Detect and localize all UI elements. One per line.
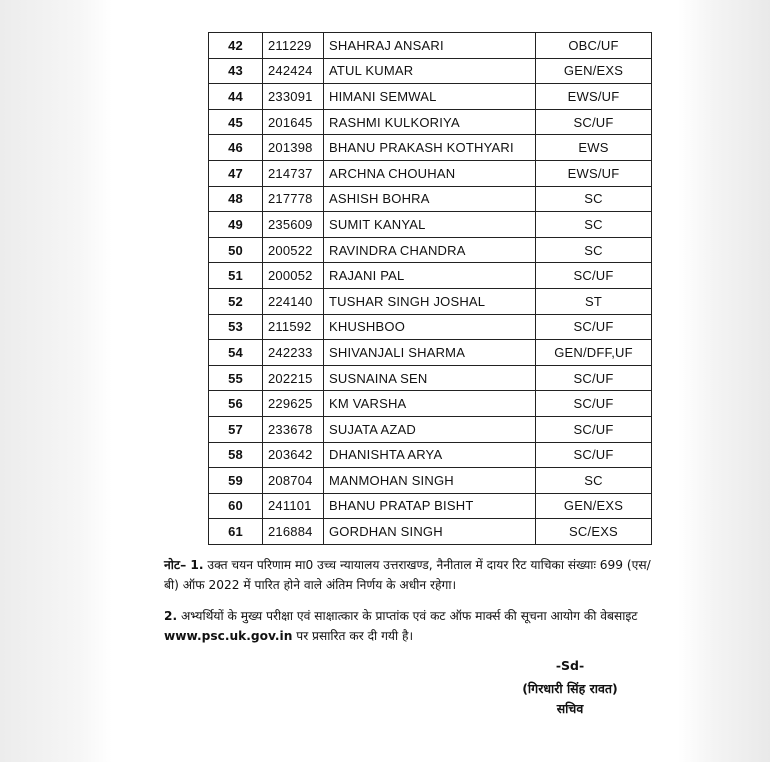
- table-row: [209, 340, 652, 366]
- category-cell: SC: [536, 212, 652, 238]
- serial-number-cell: 61: [209, 519, 263, 545]
- serial-number-cell: 53: [209, 314, 263, 340]
- table-row: [209, 33, 652, 59]
- roll-number-cell: 241101: [263, 493, 324, 519]
- roll-number-cell: 229625: [263, 391, 324, 417]
- serial-number-cell: 46: [209, 135, 263, 161]
- category-cell: EWS: [536, 135, 652, 161]
- roll-number-cell: 214737: [263, 160, 324, 186]
- roll-number-cell: 200052: [263, 263, 324, 289]
- signature-sd: -Sd-: [555, 658, 585, 673]
- note-2-text-b: पर प्रसारित कर दी गयी है।: [292, 629, 414, 643]
- candidate-name-cell: TUSHAR SINGH JOSHAL: [324, 288, 536, 314]
- roll-number-cell: 235609: [263, 212, 324, 238]
- candidate-name-cell: BHANU PRATAP BISHT: [324, 493, 536, 519]
- serial-number-cell: 48: [209, 186, 263, 212]
- category-cell: EWS/UF: [536, 160, 652, 186]
- table-row: [209, 237, 652, 263]
- candidate-name-cell: SUMIT KANYAL: [324, 212, 536, 238]
- page-edge-left: [0, 0, 112, 762]
- table-row: [209, 135, 652, 161]
- serial-number-cell: 56: [209, 391, 263, 417]
- candidate-name-cell: ASHISH BOHRA: [324, 186, 536, 212]
- serial-number-cell: 44: [209, 84, 263, 110]
- signatory-name: (गिरधारी सिंह रावत): [522, 681, 618, 696]
- roll-number-cell: 211592: [263, 314, 324, 340]
- serial-number-cell: 55: [209, 365, 263, 391]
- candidate-name-cell: MANMOHAN SINGH: [324, 468, 536, 494]
- table-row: [209, 442, 652, 468]
- table-row: [209, 391, 652, 417]
- note-1-text: उक्त चयन परिणाम मा0 उच्च न्यायालय उत्तराखण्ड, नैनीताल में दायर रिट याचिका संख्याः 699 (एस/बी) ऑफ 2022 में पारित होने वाले अंतिम निर्णय के अधीन रहेगा।: [164, 558, 651, 592]
- category-cell: SC: [536, 237, 652, 263]
- website-link[interactable]: www.psc.uk.gov.in: [164, 629, 293, 643]
- roll-number-cell: 211229: [263, 33, 324, 59]
- candidate-name-cell: DHANISHTA ARYA: [324, 442, 536, 468]
- table-row: [209, 519, 652, 545]
- roll-number-cell: 242424: [263, 58, 324, 84]
- category-cell: EWS/UF: [536, 84, 652, 110]
- serial-number-cell: 60: [209, 493, 263, 519]
- candidate-name-cell: SUJATA AZAD: [324, 416, 536, 442]
- serial-number-cell: 43: [209, 58, 263, 84]
- category-cell: ST: [536, 288, 652, 314]
- roll-number-cell: 200522: [263, 237, 324, 263]
- serial-number-cell: 57: [209, 416, 263, 442]
- page-edge-right: [678, 0, 770, 762]
- roll-number-cell: 233678: [263, 416, 324, 442]
- serial-number-cell: 52: [209, 288, 263, 314]
- candidate-name-cell: SHAHRAJ ANSARI: [324, 33, 536, 59]
- table-row: [209, 263, 652, 289]
- candidate-name-cell: GORDHAN SINGH: [324, 519, 536, 545]
- candidate-name-cell: RASHMI KULKORIYA: [324, 109, 536, 135]
- candidate-name-cell: ATUL KUMAR: [324, 58, 536, 84]
- note-2: [164, 606, 664, 646]
- candidate-name-cell: KHUSHBOO: [324, 314, 536, 340]
- category-cell: SC: [536, 468, 652, 494]
- serial-number-cell: 47: [209, 160, 263, 186]
- table-row: [209, 109, 652, 135]
- serial-number-cell: 49: [209, 212, 263, 238]
- signatory-designation: सचिव: [556, 701, 584, 716]
- table-row: [209, 468, 652, 494]
- table-row: [209, 314, 652, 340]
- candidate-name-cell: RAJANI PAL: [324, 263, 536, 289]
- note-label: नोट– 1.: [164, 558, 204, 572]
- category-cell: GEN/EXS: [536, 58, 652, 84]
- results-table: [208, 32, 652, 545]
- serial-number-cell: 50: [209, 237, 263, 263]
- serial-number-cell: 45: [209, 109, 263, 135]
- category-cell: SC/EXS: [536, 519, 652, 545]
- category-cell: SC/UF: [536, 263, 652, 289]
- table-row: [209, 493, 652, 519]
- roll-number-cell: 208704: [263, 468, 324, 494]
- serial-number-cell: 42: [209, 33, 263, 59]
- roll-number-cell: 203642: [263, 442, 324, 468]
- candidate-name-cell: RAVINDRA CHANDRA: [324, 237, 536, 263]
- table-row: [209, 365, 652, 391]
- category-cell: SC/UF: [536, 442, 652, 468]
- table-row: [209, 212, 652, 238]
- roll-number-cell: 242233: [263, 340, 324, 366]
- table-row: [209, 416, 652, 442]
- candidate-name-cell: SHIVANJALI SHARMA: [324, 340, 536, 366]
- candidate-name-cell: BHANU PRAKASH KOTHYARI: [324, 135, 536, 161]
- roll-number-cell: 201645: [263, 109, 324, 135]
- candidate-name-cell: KM VARSHA: [324, 391, 536, 417]
- note-2-label: 2.: [164, 609, 178, 623]
- category-cell: SC: [536, 186, 652, 212]
- category-cell: GEN/DFF,UF: [536, 340, 652, 366]
- candidate-name-cell: HIMANI SEMWAL: [324, 84, 536, 110]
- category-cell: SC/UF: [536, 365, 652, 391]
- table-row: [209, 58, 652, 84]
- serial-number-cell: 59: [209, 468, 263, 494]
- table-row: [209, 84, 652, 110]
- category-cell: GEN/EXS: [536, 493, 652, 519]
- category-cell: SC/UF: [536, 391, 652, 417]
- serial-number-cell: 51: [209, 263, 263, 289]
- category-cell: SC/UF: [536, 109, 652, 135]
- category-cell: OBC/UF: [536, 33, 652, 59]
- table-row: [209, 186, 652, 212]
- roll-number-cell: 216884: [263, 519, 324, 545]
- serial-number-cell: 58: [209, 442, 263, 468]
- roll-number-cell: 201398: [263, 135, 324, 161]
- category-cell: SC/UF: [536, 416, 652, 442]
- roll-number-cell: 233091: [263, 84, 324, 110]
- note-1: [164, 555, 664, 595]
- candidate-name-cell: ARCHNA CHOUHAN: [324, 160, 536, 186]
- category-cell: SC/UF: [536, 314, 652, 340]
- roll-number-cell: 217778: [263, 186, 324, 212]
- roll-number-cell: 224140: [263, 288, 324, 314]
- table-row: [209, 288, 652, 314]
- results-table-body: [209, 33, 652, 545]
- candidate-name-cell: SUSNAINA SEN: [324, 365, 536, 391]
- table-row: [209, 160, 652, 186]
- note-2-text-a: अभ्यर्थियों के मुख्य परीक्षा एवं साक्षात्कार के प्राप्तांक एवं कट ऑफ मार्क्स की सूचना आयोग की वेबसाइट: [177, 609, 638, 623]
- roll-number-cell: 202215: [263, 365, 324, 391]
- serial-number-cell: 54: [209, 340, 263, 366]
